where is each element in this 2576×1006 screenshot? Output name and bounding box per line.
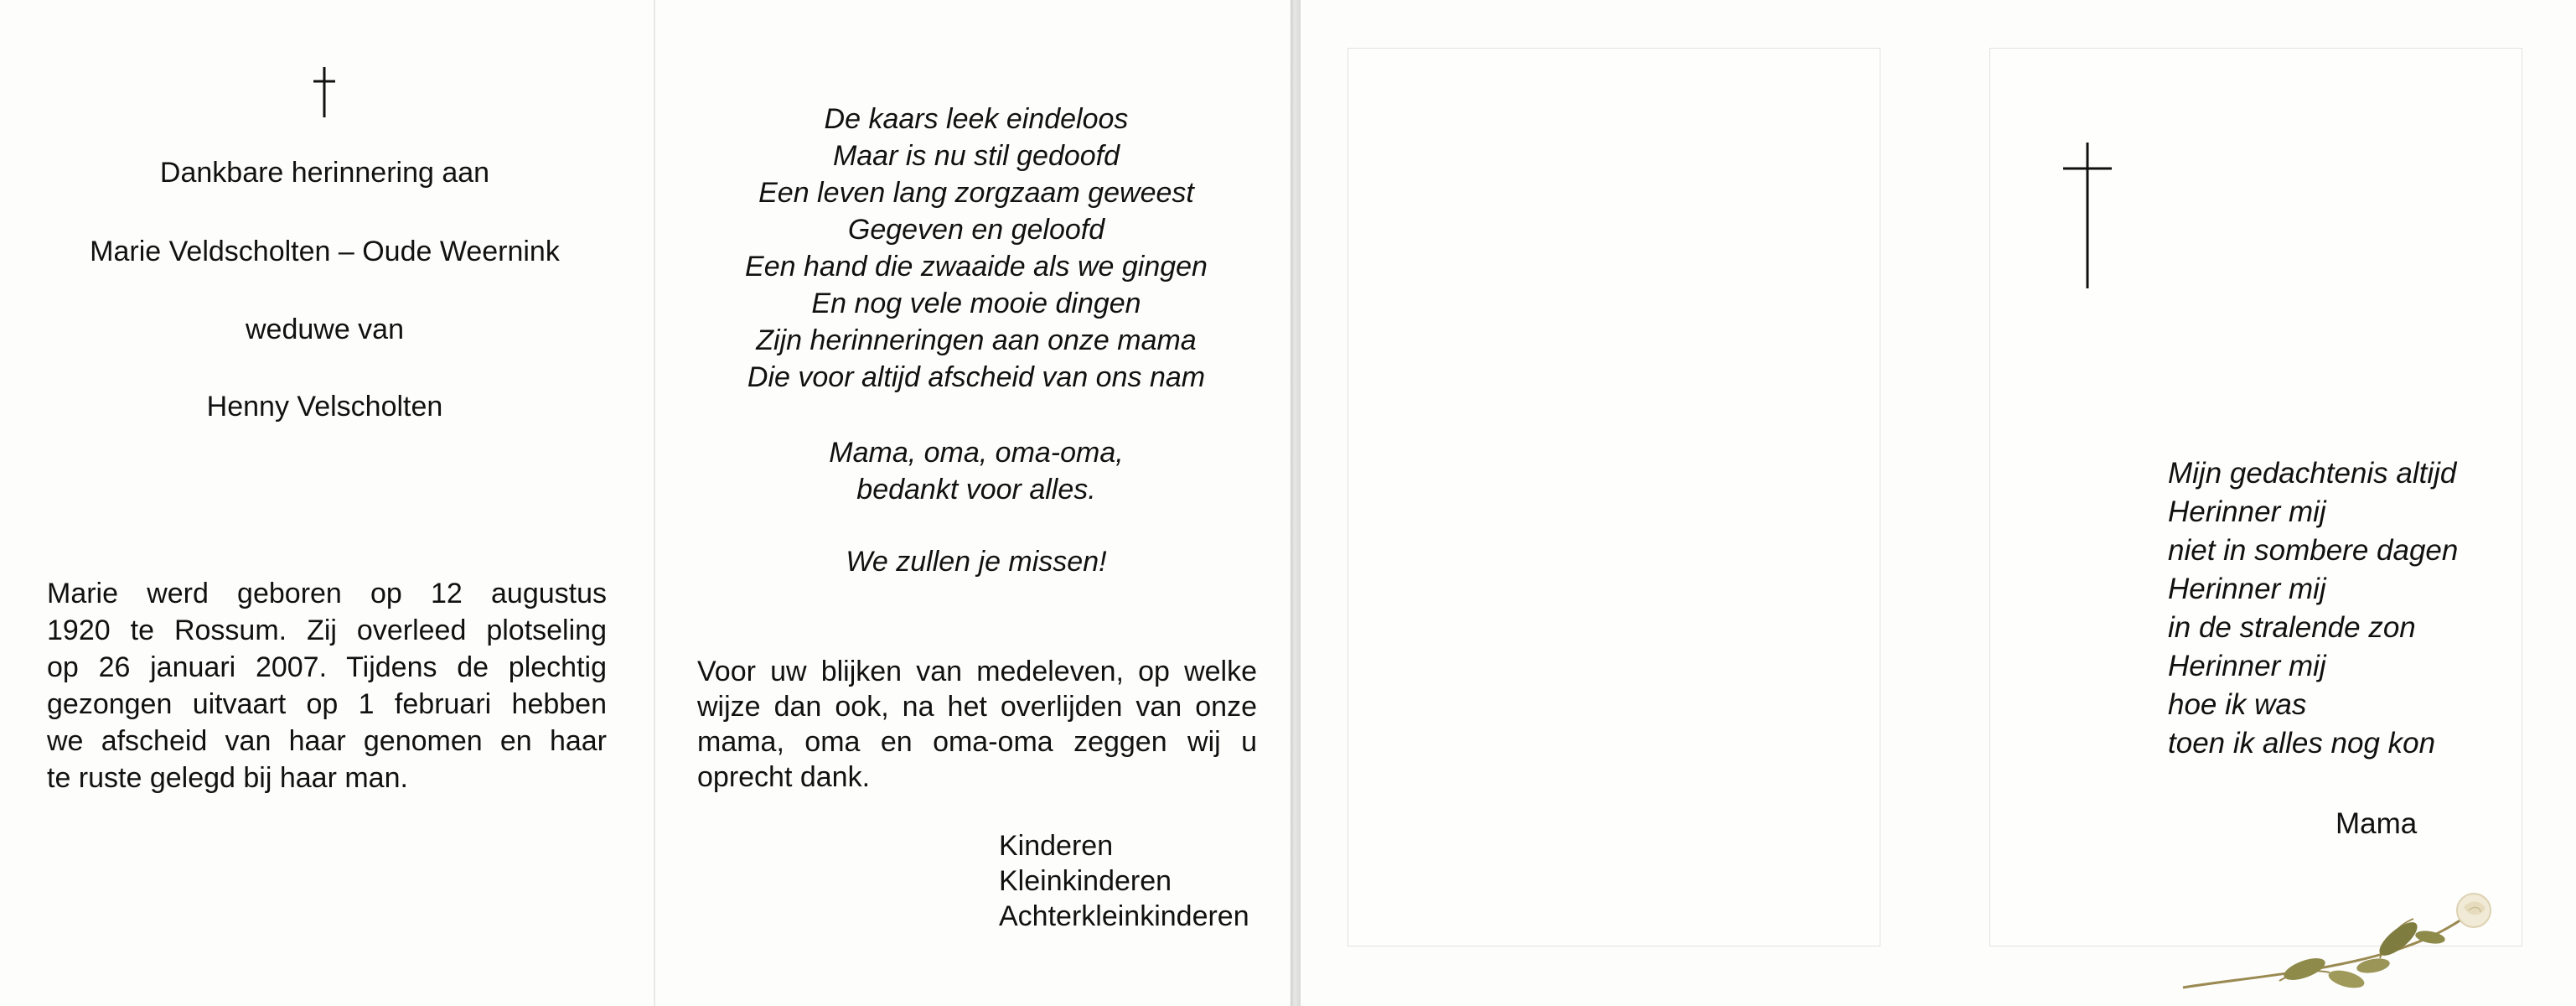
verse-line: Herinner mij	[2168, 573, 2326, 605]
gratitude-text	[697, 654, 1257, 795]
poem-line: Zijn herinneringen aan onze mama	[756, 324, 1197, 356]
biography-line: Marie werd geboren op 12 augustus	[47, 578, 607, 609]
farewell-text: We zullen je missen!	[846, 546, 1107, 578]
verse-line: niet in sombere dagen	[2168, 534, 2459, 567]
biography-line: te ruste gelegd bij haar man.	[47, 762, 408, 794]
biography-line: 1920 te Rossum. Zij overleed plotseling	[47, 614, 607, 646]
poem-line: Gegeven en geloofd	[847, 214, 1105, 246]
verse-signature: Mama	[2335, 807, 2418, 840]
thanks-text	[670, 434, 1282, 508]
fold-line	[654, 0, 655, 1006]
poem-line: De kaars leek eindeloos	[824, 103, 1129, 135]
signatories	[999, 828, 1249, 934]
verse-line: Mijn gedachtenis altijd	[2168, 457, 2457, 490]
cross-icon	[308, 65, 340, 119]
signatory: Achterkleinkinderen	[999, 900, 1249, 932]
thanks-line: bedankt voor alles.	[856, 474, 1096, 506]
verse-line: Herinner mij	[2168, 495, 2326, 528]
biography-line: we afscheid van haar genomen en haar	[47, 725, 607, 757]
poem-line: En nog vele mooie dingen	[811, 288, 1141, 319]
poem-line: Een hand die zwaaide als we gingen	[745, 251, 1208, 283]
blank-photo-frame	[1347, 48, 1880, 946]
farewell-line	[670, 543, 1282, 580]
biography-line: op 26 januari 2007. Tijdens de plechtig	[47, 651, 607, 683]
thanks-line: Mama, oma, oma-oma,	[829, 437, 1124, 469]
cross-icon	[2061, 141, 2113, 290]
rose-sprig-illustration	[2179, 879, 2497, 996]
poem-line: Maar is nu stil gedoofd	[832, 140, 1120, 172]
memorial-heading: Dankbare herinnering aan	[159, 157, 490, 189]
gratitude-line: oprecht dank.	[697, 761, 871, 793]
signatory: Kleinkinderen	[999, 865, 1172, 897]
verse-line: hoe ik was	[2168, 688, 2307, 721]
gratitude-line: Voor uw blijken van medeleven, op welke	[697, 656, 1257, 687]
verse-line: in de stralende zon	[2168, 611, 2416, 644]
signatory: Kinderen	[999, 830, 1114, 862]
gratitude-line: wijze dan ook, na het overlijden van onze	[697, 691, 1257, 723]
husband-name: Henny Velscholten	[206, 391, 443, 423]
verse-line: toen ik alles nog kon	[2168, 727, 2436, 760]
biography-text	[47, 575, 607, 796]
verse-frame	[1989, 48, 2522, 946]
poem-line: Die voor altijd afscheid van ons nam	[747, 361, 1206, 393]
poem-line: Een leven lang zorgzaam geweest	[758, 177, 1194, 209]
verse-line: Herinner mij	[2168, 650, 2326, 682]
right-card-sheet	[1301, 0, 2576, 1006]
memorial-poem	[670, 101, 1282, 396]
sheet-gap	[1291, 0, 1301, 1006]
gratitude-line: mama, oma en oma-oma zeggen wij u	[697, 726, 1257, 758]
widow-of-label: weduwe van	[245, 314, 404, 345]
deceased-name: Marie Veldscholten – Oude Weernink	[90, 236, 560, 267]
biography-line: gezongen uitvaart op 1 februari hebben	[47, 688, 607, 720]
verse-poem	[2168, 454, 2458, 763]
